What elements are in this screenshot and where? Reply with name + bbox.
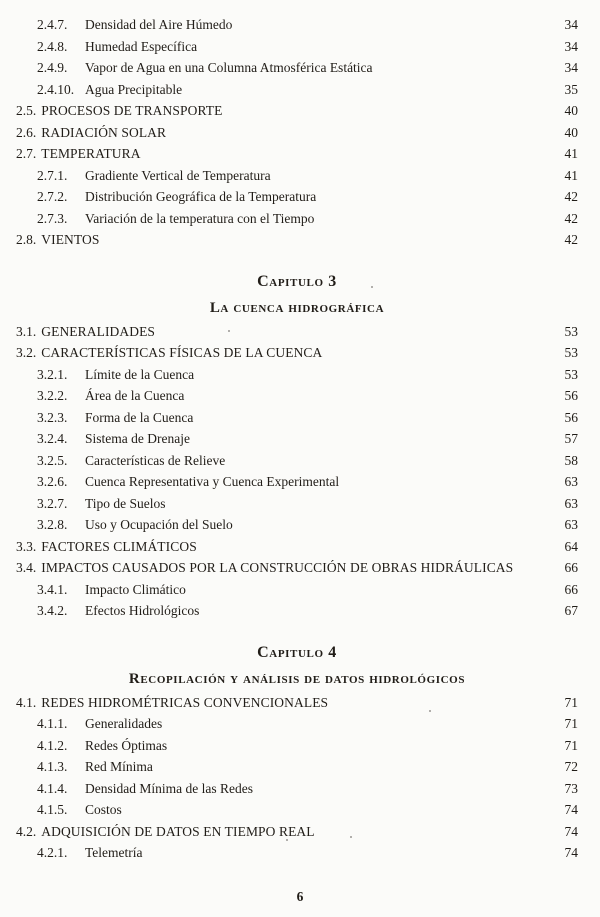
toc-section-chapter3 (16, 321, 578, 622)
toc-entry-title: Uso y Ocupación del Suelo (85, 517, 233, 532)
toc-entry (16, 756, 578, 778)
toc-entry-page: 71 (564, 694, 578, 710)
toc-entry-number: 3.2.3. (37, 409, 68, 425)
toc-entry-page: 41 (564, 167, 578, 183)
toc-entry-title: PROCESOS DE TRANSPORTE (41, 103, 223, 118)
toc-entry-number: 3.2.7. (37, 495, 68, 511)
toc-entry-number: 3.4. (16, 560, 37, 575)
toc-entry (16, 165, 578, 187)
toc-entry-number: 2.8. (16, 232, 37, 247)
toc-entry (16, 536, 578, 558)
toc-entry-page: 74 (564, 823, 578, 839)
toc-entry (16, 79, 578, 101)
toc-entry-number: 2.4.8. (37, 38, 68, 54)
toc-entry (16, 208, 578, 230)
toc-entry-number: 3.2.6. (37, 474, 68, 489)
toc-entry-page: 74 (564, 802, 578, 817)
toc-entry (16, 735, 578, 757)
toc-entry-title: Costos (85, 802, 122, 817)
toc-entry (16, 692, 578, 714)
toc-entry-number: 4.1. (16, 694, 37, 710)
toc-entry (16, 450, 578, 472)
toc-entry-number: 4.1.2. (37, 737, 68, 753)
toc-entry (16, 493, 578, 515)
toc-entry-number: 4.1.1. (37, 716, 68, 731)
toc-entry-title: FACTORES CLIMÁTICOS (41, 538, 197, 554)
toc-entry-title: REDES HIDROMÉTRICAS CONVENCIONALES (41, 694, 329, 710)
toc-entry-title: RADIACIÓN SOLAR (41, 124, 167, 140)
toc-entry (16, 57, 578, 79)
toc-entry-page: 66 (564, 581, 578, 597)
toc-entry-title: Impacto Climático (85, 581, 186, 597)
toc-entry-title: Efectos Hidrológicos (85, 603, 200, 618)
toc-entry-title: Densidad Mínima de las Redes (85, 780, 253, 796)
chapter3-title: Capitulo 3 (257, 272, 337, 290)
toc-entry-number: 3.1. (16, 323, 37, 339)
toc-entry-number: 3.3. (16, 538, 37, 554)
toc-entry-page: 56 (564, 388, 578, 403)
toc-entry-title: Forma de la Cuenca (85, 409, 194, 425)
toc-entry-page: 42 (564, 232, 578, 247)
toc-entry-number: 3.4.1. (37, 581, 68, 597)
toc-entry-number: 2.4.7. (37, 17, 68, 32)
toc-entry-title: Telemetría (85, 845, 143, 860)
chapter3-subtitle: La cuenca hidrográfica (209, 299, 385, 316)
toc-entry-page: 71 (564, 737, 578, 753)
toc-entry-number: 4.1.5. (37, 802, 68, 817)
toc-entry (16, 514, 578, 536)
toc-entry (16, 364, 578, 386)
toc-entry-page: 35 (564, 81, 578, 97)
toc-entry-number: 3.4.2. (37, 603, 68, 618)
page-number: 6 (296, 889, 304, 904)
toc-entry-number: 2.7.1. (37, 167, 68, 183)
toc-entry-page: 67 (564, 603, 578, 618)
toc-entry-number: 4.1.3. (37, 759, 68, 774)
toc-entry-title: Redes Óptimas (85, 737, 168, 753)
toc-entry-title: ADQUISICIÓN DE DATOS EN TIEMPO REAL (41, 823, 315, 839)
toc-entry-page: 66 (564, 560, 578, 575)
toc-entry-number: 2.7.2. (37, 189, 68, 204)
toc-entry-title: Variación de la temperatura con el Tiempo (85, 210, 315, 226)
toc-entry (16, 143, 578, 165)
toc-entry-number: 3.2. (16, 345, 37, 360)
toc-entry-page: 71 (564, 716, 578, 731)
toc-entry-title: Área de la Cuenca (85, 388, 185, 403)
page-footer (0, 888, 600, 906)
scan-speck (228, 330, 230, 332)
toc-entry-number: 2.6. (16, 124, 37, 140)
toc-entry (16, 122, 578, 144)
toc-entry (16, 600, 578, 622)
toc-entry (16, 778, 578, 800)
toc-entry-page: 53 (564, 323, 578, 339)
toc-entry-page: 40 (564, 124, 578, 140)
toc-entry-number: 3.2.5. (37, 452, 68, 468)
toc-entry-page: 58 (564, 452, 578, 468)
toc-entry-number: 2.7. (16, 146, 37, 161)
toc-entry-page: 34 (564, 60, 578, 75)
scan-speck (350, 836, 352, 838)
chapter4-heading (16, 640, 578, 692)
chapter4-subtitle: Recopilación y análisis de datos hidrológicos (128, 670, 466, 687)
toc-entry-title: VIENTOS (41, 232, 100, 247)
toc-entry-title: Gradiente Vertical de Temperatura (85, 167, 271, 183)
toc-entry-number: 2.5. (16, 103, 37, 118)
toc-entry-page: 53 (564, 366, 578, 382)
toc-entry (16, 186, 578, 208)
toc-entry (16, 579, 578, 601)
chapter4-title: Capitulo 4 (257, 643, 337, 661)
toc-entry-page: 34 (564, 38, 578, 54)
chapter3-heading (16, 269, 578, 321)
toc-entry-page: 56 (564, 409, 578, 425)
toc-entry-title: Vapor de Agua en una Columna Atmosférica Estática (85, 60, 373, 75)
toc-section-chapter4 (16, 692, 578, 864)
toc-entry-page: 57 (564, 431, 578, 446)
toc-entry-number: 3.2.2. (37, 388, 68, 403)
toc-entry-title: Red Mínima (85, 759, 153, 774)
toc-entry (16, 14, 578, 36)
toc-entry-number: 3.2.8. (37, 517, 68, 532)
toc-entry-title: Agua Precipitable (85, 81, 183, 97)
toc-entry-title: Humedad Específica (85, 38, 198, 54)
toc-entry-title: GENERALIDADES (41, 323, 156, 339)
toc-entry-title: Límite de la Cuenca (85, 366, 195, 382)
scan-speck (429, 710, 431, 712)
toc-entry-number: 2.4.9. (37, 60, 68, 75)
toc-entry-page: 74 (564, 845, 578, 860)
toc-entry (16, 36, 578, 58)
toc-entry-title: Características de Relieve (85, 452, 226, 468)
toc-entry-number: 3.2.1. (37, 366, 68, 382)
toc-entry-title: IMPACTOS CAUSADOS POR LA CONSTRUCCIÓN DE OBRAS HIDRÁULICAS (41, 560, 514, 575)
toc-entry-page: 73 (564, 780, 578, 796)
toc-entry-title: Generalidades (85, 716, 163, 731)
toc-entry (16, 342, 578, 364)
toc-entry-title: Sistema de Drenaje (85, 431, 190, 446)
toc-entry (16, 229, 578, 251)
toc-entry-page: 72 (564, 759, 578, 774)
toc-entry-title: Tipo de Suelos (85, 495, 166, 511)
toc-entry-number: 4.2.1. (37, 845, 68, 860)
toc-entry-number: 2.7.3. (37, 210, 68, 226)
toc-entry-number: 4.1.4. (37, 780, 68, 796)
toc-entry-title: CARACTERÍSTICAS FÍSICAS DE LA CUENCA (41, 345, 323, 360)
toc-entry (16, 557, 578, 579)
scan-speck (371, 286, 373, 288)
toc-entry (16, 428, 578, 450)
toc-entry (16, 713, 578, 735)
toc-entry-page: 41 (564, 146, 578, 161)
toc-entry-number: 4.2. (16, 823, 37, 839)
toc-entry (16, 821, 578, 843)
toc-entry-page: 34 (564, 17, 578, 32)
toc-entry-title: Cuenca Representativa y Cuenca Experimental (85, 474, 340, 489)
toc-entry-page: 42 (564, 210, 578, 226)
toc-entry-number: 3.2.4. (37, 431, 68, 446)
toc-entry-title: Distribución Geográfica de la Temperatura (85, 189, 317, 204)
toc-entry (16, 799, 578, 821)
toc-entry (16, 842, 578, 864)
toc-entry-page: 53 (564, 345, 578, 360)
toc-entry-page: 42 (564, 189, 578, 204)
toc-entry-number: 2.4.10. (37, 81, 75, 97)
toc-entry (16, 471, 578, 493)
toc-entry-page: 63 (564, 474, 578, 489)
toc-entry-page: 63 (564, 495, 578, 511)
toc-entry-title: Densidad del Aire Húmedo (85, 17, 233, 32)
scan-speck (286, 839, 288, 841)
toc-entry-page: 40 (564, 103, 578, 118)
toc-entry (16, 407, 578, 429)
toc-entry (16, 321, 578, 343)
toc-entry (16, 385, 578, 407)
toc-entry-title: TEMPERATURA (41, 146, 141, 161)
toc-entry-page: 64 (564, 538, 578, 554)
toc-entry (16, 100, 578, 122)
toc-entry-page: 63 (564, 517, 578, 532)
toc-section-chapter2 (16, 14, 578, 251)
